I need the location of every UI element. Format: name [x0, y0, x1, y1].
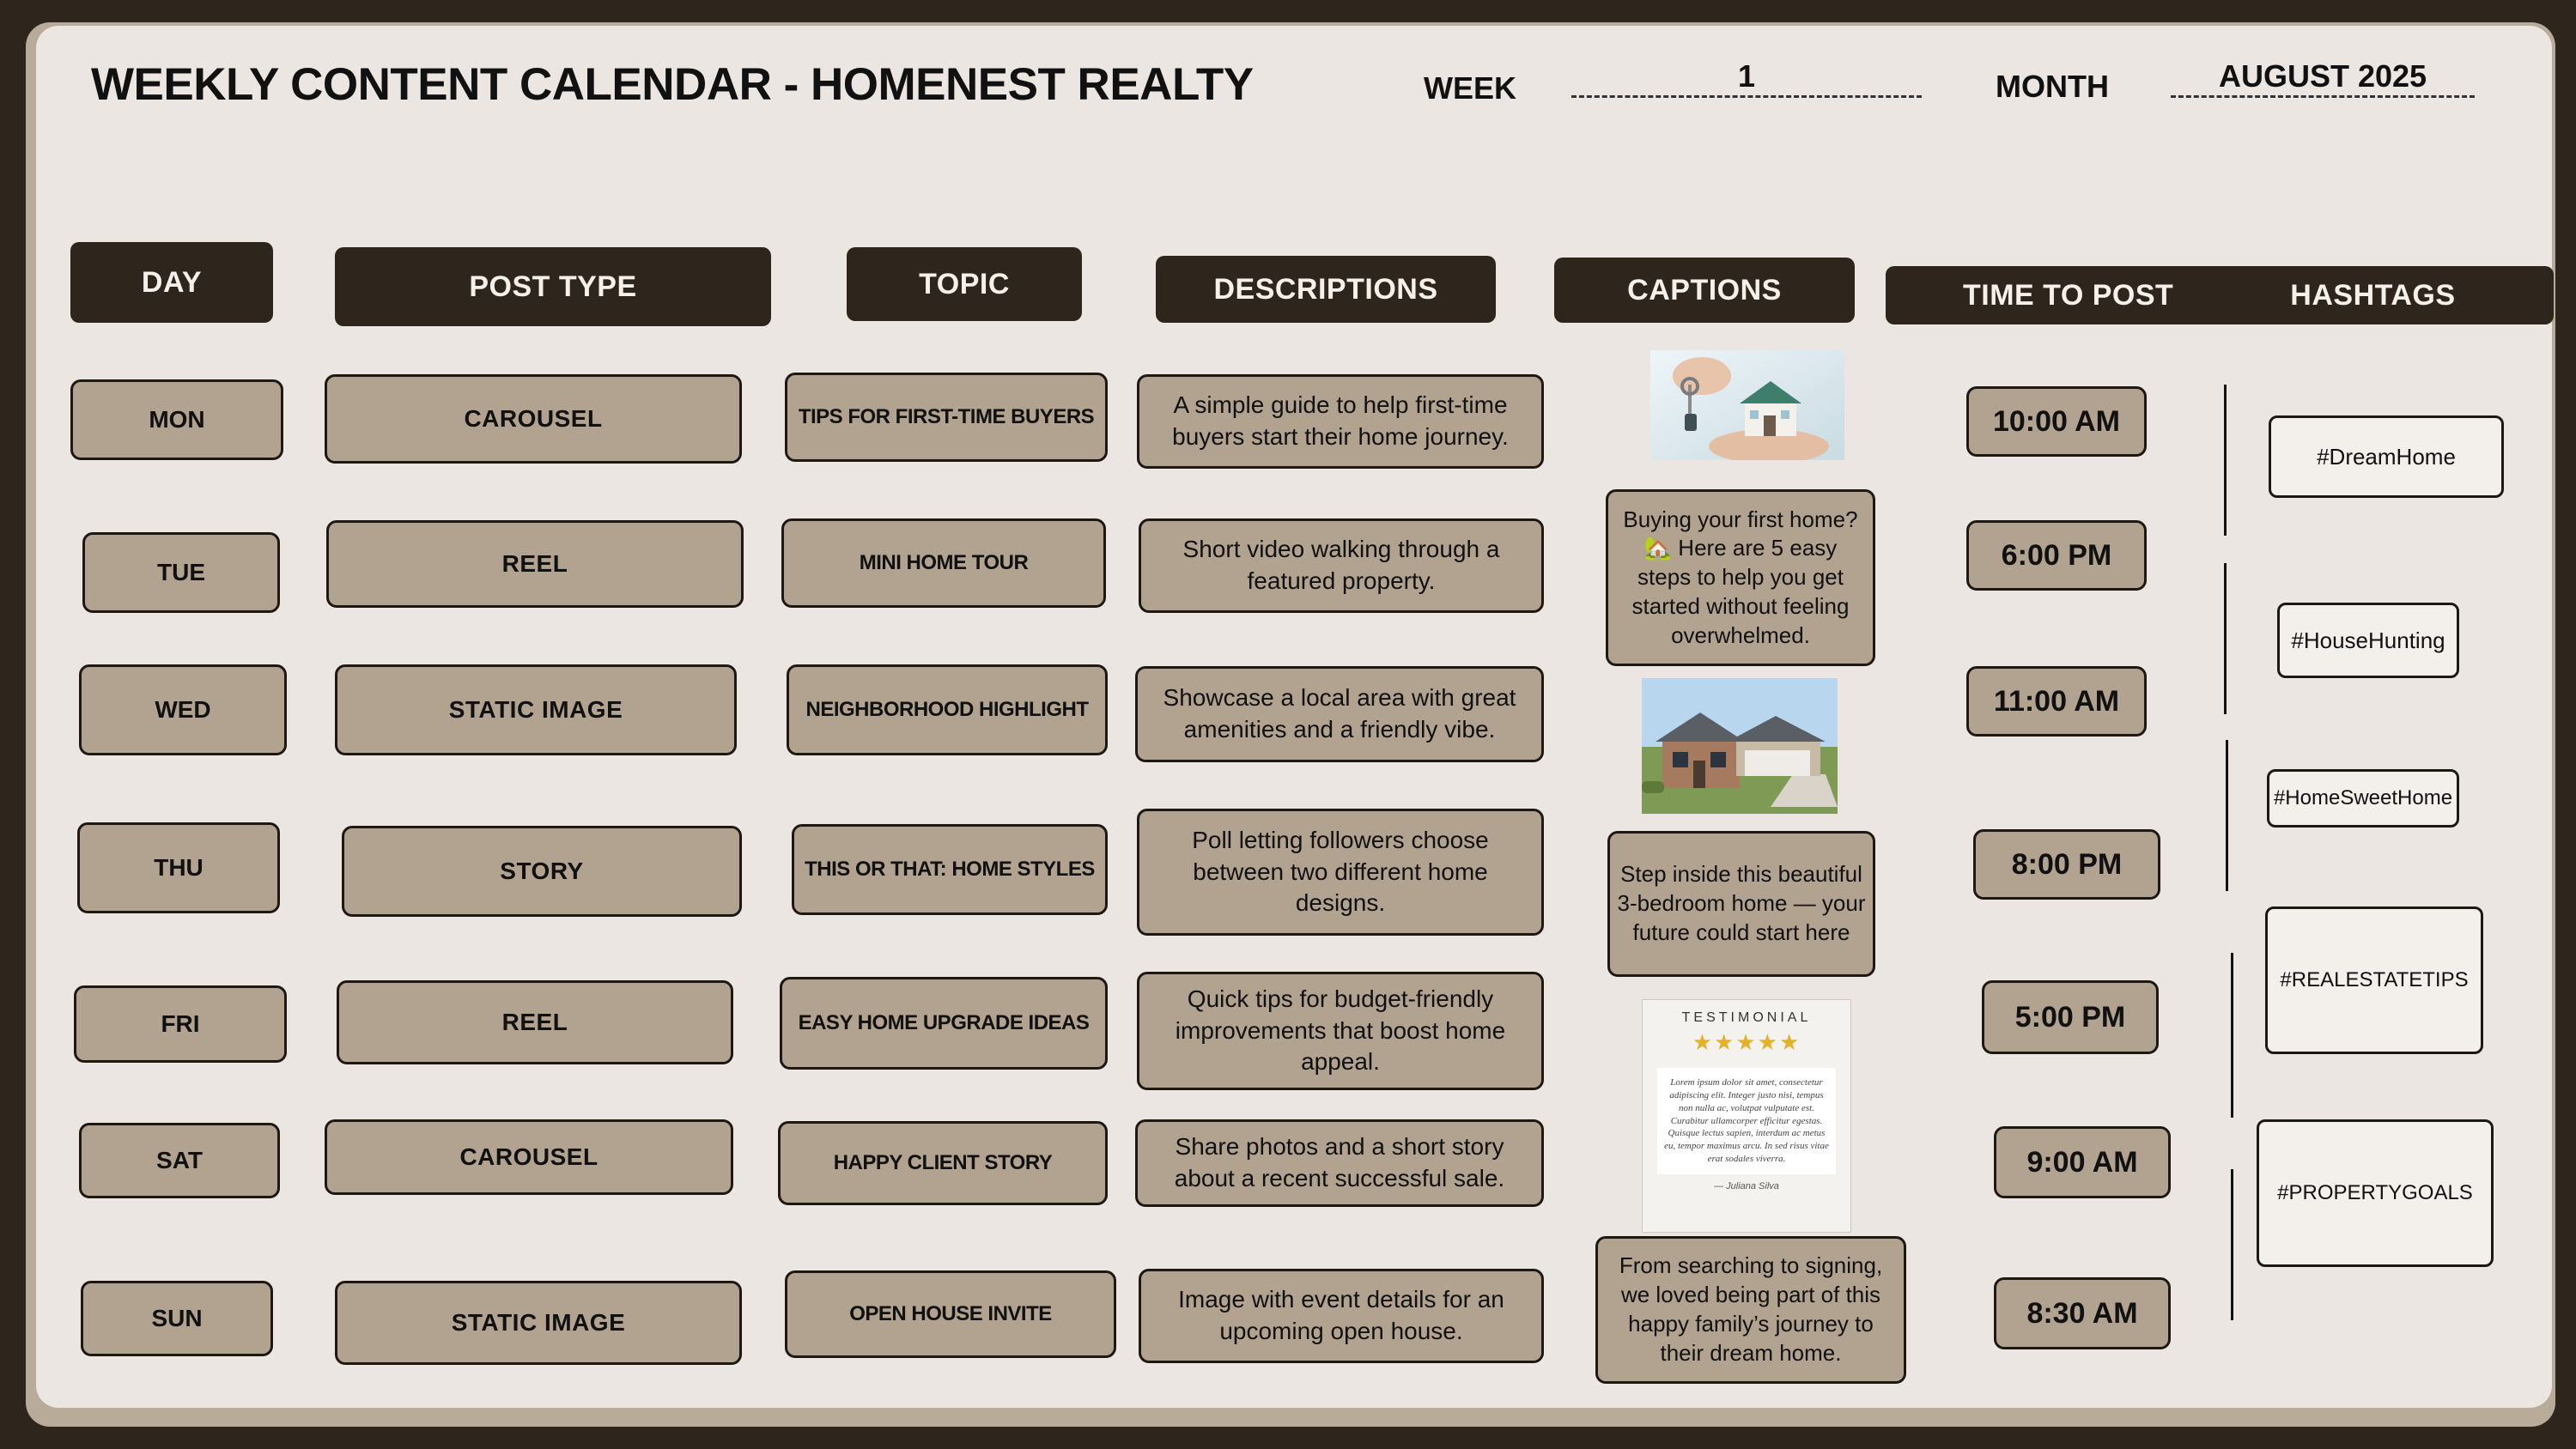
- description-cell: Share photos and a short story about a recent successful sale.: [1135, 1119, 1544, 1207]
- hashtag-chip: #DreamHome: [2269, 415, 2504, 498]
- day-cell: WED: [79, 664, 287, 755]
- header-descriptions: DESCRIPTIONS: [1156, 256, 1496, 323]
- day-cell: FRI: [74, 985, 287, 1063]
- header-post-type: POST TYPE: [335, 247, 771, 326]
- topic-cell: NEIGHBORHOOD HIGHLIGHT: [787, 664, 1108, 755]
- day-cell: SAT: [79, 1123, 280, 1198]
- time-cell: 10:00 AM: [1966, 386, 2147, 457]
- month-field[interactable]: AUGUST 2025: [2171, 58, 2475, 98]
- week-label: WEEK: [1424, 70, 1516, 106]
- topic-cell: OPEN HOUSE INVITE: [785, 1270, 1116, 1358]
- post-type-cell: CAROUSEL: [325, 1119, 733, 1195]
- page-title: WEEKLY CONTENT CALENDAR - HOMENEST REALTY: [91, 59, 1254, 110]
- header-captions: CAPTIONS: [1554, 258, 1855, 323]
- topic-cell: EASY HOME UPGRADE IDEAS: [780, 977, 1108, 1070]
- divider-line: [2231, 953, 2233, 1118]
- description-cell: Short video walking through a featured property.: [1139, 518, 1544, 613]
- day-cell: TUE: [82, 532, 280, 613]
- caption-cell: Step inside this beautiful 3-bedroom home — your future could start here: [1607, 831, 1875, 977]
- time-cell: 8:30 AM: [1994, 1277, 2171, 1349]
- time-cell: 8:00 PM: [1973, 829, 2160, 900]
- header-hashtags: HASHTAGS: [2290, 278, 2456, 312]
- post-type-cell: STATIC IMAGE: [335, 664, 737, 755]
- divider-line: [2231, 1169, 2233, 1320]
- week-field[interactable]: 1: [1571, 58, 1922, 98]
- caption-cell: From searching to signing, we loved being part of this happy family’s journey to their dream home.: [1595, 1236, 1906, 1384]
- topic-cell: MINI HOME TOUR: [781, 518, 1106, 608]
- topic-cell: TIPS FOR FIRST-TIME BUYERS: [785, 373, 1108, 462]
- header-topic: TOPIC: [847, 247, 1082, 321]
- header-day: DAY: [70, 242, 273, 323]
- post-type-cell: REEL: [326, 520, 744, 608]
- post-type-cell: STORY: [342, 826, 742, 917]
- divider-line: [2224, 563, 2227, 714]
- day-cell: MON: [70, 379, 283, 460]
- month-label: MONTH: [1996, 69, 2109, 104]
- day-cell: THU: [77, 822, 280, 913]
- post-type-cell: REEL: [337, 980, 733, 1064]
- description-cell: Quick tips for budget-friendly improvements that boost home appeal.: [1137, 972, 1544, 1090]
- hashtag-chip: #REALESTATETIPS: [2265, 906, 2483, 1054]
- header-time-to-post: TIME TO POST: [1963, 278, 2174, 312]
- divider-line: [2224, 385, 2227, 536]
- topic-cell: HAPPY CLIENT STORY: [778, 1121, 1108, 1205]
- testimonial-body: Lorem ipsum dolor sit amet, consectetur adipiscing elit. Integer justo nisi, tempus non nulla ac, volutpat vulputate est. Curabitur ullamcorper efficitur egestas. Quisque lectus sapien, interdum ac metus eu, tempor maximus arcu. In sed risus vitae erat sodales viverra.: [1657, 1068, 1836, 1174]
- star-rating-icon: ★★★★★: [1692, 1029, 1801, 1055]
- time-cell: 6:00 PM: [1966, 520, 2147, 591]
- time-cell: 11:00 AM: [1966, 666, 2147, 737]
- hashtag-chip: #HouseHunting: [2277, 603, 2459, 678]
- header-time-hashtags: [1886, 266, 2554, 324]
- testimonial-image: [1642, 999, 1851, 1233]
- description-cell: Showcase a local area with great amenities and a friendly vibe.: [1135, 666, 1544, 762]
- house-exterior-image: [1642, 678, 1838, 814]
- description-cell: Image with event details for an upcoming open house.: [1139, 1269, 1544, 1363]
- divider-line: [2226, 740, 2228, 891]
- post-type-cell: CAROUSEL: [325, 374, 742, 464]
- time-cell: 9:00 AM: [1994, 1126, 2171, 1198]
- day-cell: SUN: [81, 1281, 273, 1356]
- keys-house-image: [1650, 350, 1844, 460]
- testimonial-author: — Juliana Silva: [1714, 1180, 1779, 1191]
- calendar-sheet: [36, 26, 2552, 1408]
- caption-cell: Buying your first home? 🏡 Here are 5 easy steps to help you get started without feeling overwhelmed.: [1606, 489, 1875, 666]
- description-cell: A simple guide to help first-time buyers start their home journey.: [1137, 374, 1544, 469]
- topic-cell: THIS OR THAT: HOME STYLES: [792, 824, 1108, 915]
- time-cell: 5:00 PM: [1982, 980, 2159, 1054]
- hashtag-chip: #PROPERTYGOALS: [2257, 1119, 2494, 1267]
- hashtag-chip: #HomeSweetHome: [2267, 769, 2459, 828]
- description-cell: Poll letting followers choose between two different home designs.: [1137, 809, 1544, 936]
- testimonial-title: TESTIMONIAL: [1681, 1010, 1812, 1025]
- post-type-cell: STATIC IMAGE: [335, 1281, 742, 1365]
